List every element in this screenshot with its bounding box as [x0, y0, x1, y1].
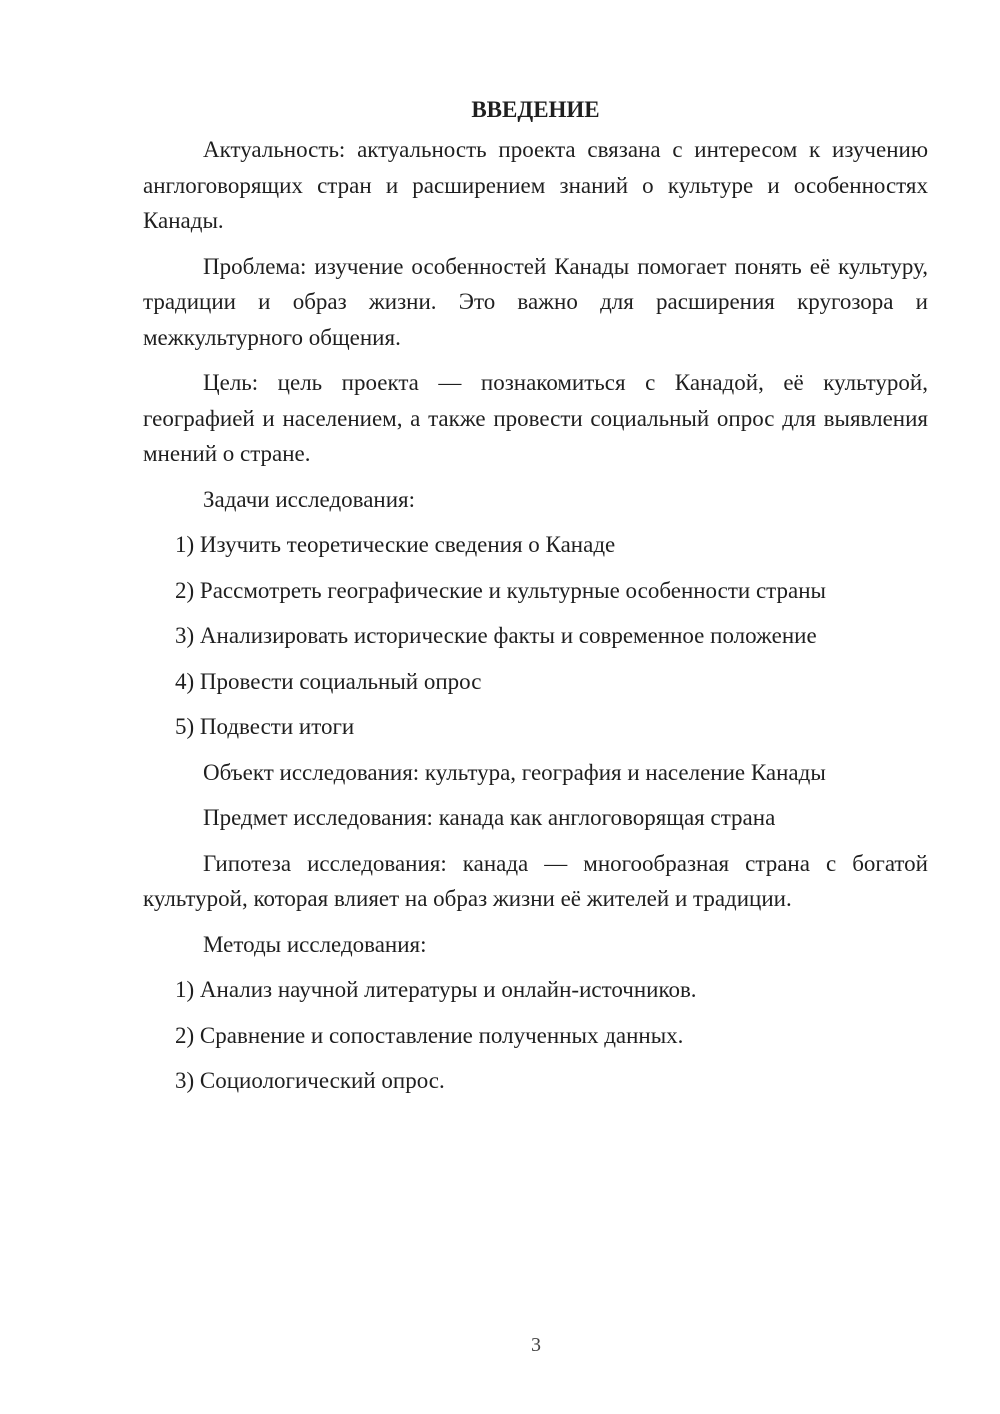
page-title: ВВЕДЕНИЕ [471, 97, 600, 122]
list-item: 3) Анализировать исторические факты и современное положение [175, 623, 817, 648]
hypothesis-paragraph: Гипотеза исследования: канада — многообразная страна с богатой культурой, которая влияет на образ жизни её жителей и традиции. [143, 850, 928, 911]
document-page [143, 92, 928, 1109]
methods-list [143, 972, 928, 1099]
list-item: 2) Сравнение и сопоставление полученных данных. [175, 1022, 684, 1048]
list-item: 3) Социологический опрос. [175, 1068, 445, 1093]
problem-paragraph: Проблема: изучение особенностей Канады помогает понять её культуру, традиции и образ жизни. Это важно для расширения кругозора и межкультурного общения. [143, 253, 928, 350]
list-item: 1) Изучить теоретические сведения о Канаде [175, 532, 616, 557]
tasks-heading: Задачи исследования: [203, 486, 416, 512]
tasks-list [143, 527, 928, 745]
page-number: 3 [531, 1334, 541, 1356]
list-item: 1) Анализ научной литературы и онлайн-источников. [175, 977, 697, 1002]
list-item: 4) Провести социальный опрос [175, 668, 482, 694]
relevance-paragraph: Актуальность: актуальность проекта связана с интересом к изучению англоговорящих стран и расширением знаний о культуре и особенностях Канады. [143, 137, 928, 233]
subject-paragraph: Предмет исследования: канада как англоговорящая страна [203, 805, 776, 830]
list-item: 5) Подвести итоги [175, 714, 355, 739]
object-paragraph: Объект исследования: культура, география и население Канады [203, 759, 826, 785]
goal-paragraph: Цель: цель проекта — познакомиться с Канадой, её культурой, географией и населением, а также провести социальный опрос для выявления мнений о стране. [143, 370, 928, 466]
list-item: 2) Рассмотреть географические и культурные особенности страны [175, 577, 826, 603]
methods-heading: Методы исследования: [203, 931, 427, 957]
